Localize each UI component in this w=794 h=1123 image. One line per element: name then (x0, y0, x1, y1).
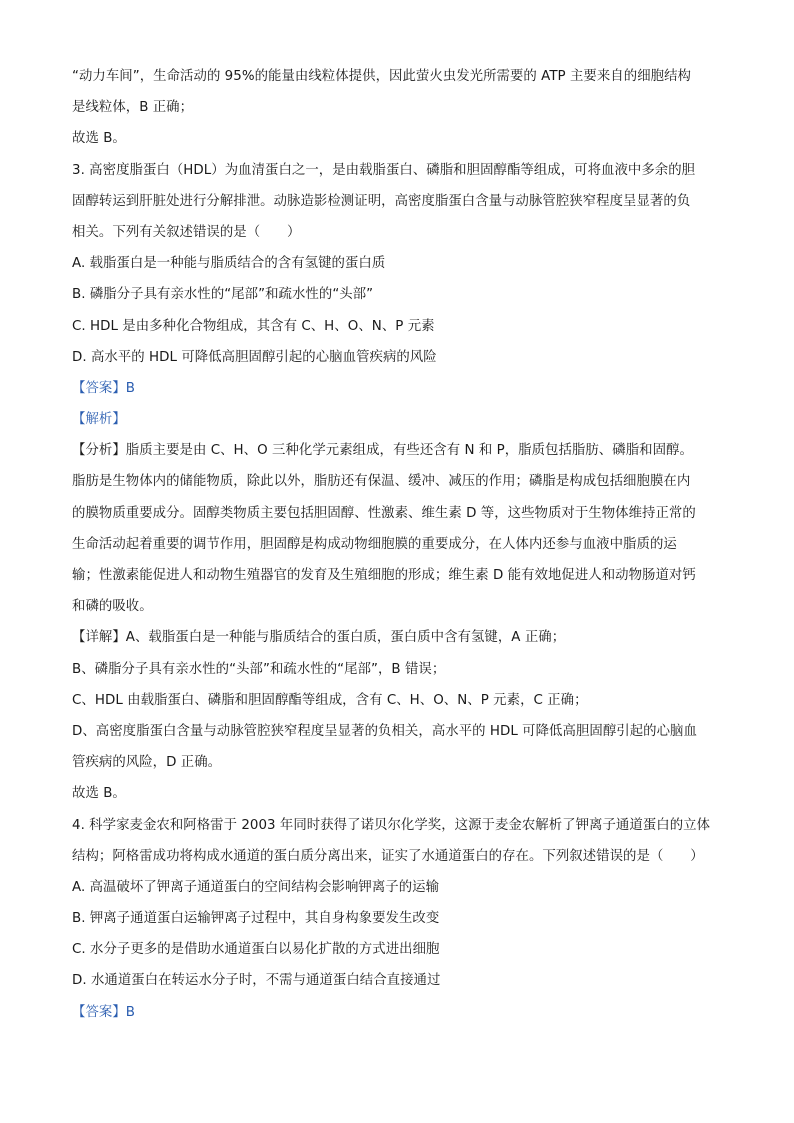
explanation-label: 【解析】 (72, 412, 126, 428)
analysis-paragraph: 脂肪是生物体内的储能物质，除此以外，脂肪还有保温、缓冲、减压的作用；磷脂是构成包括细胞膜在内 (72, 474, 691, 490)
text-line: “动力车间”，生命活动的 95%的能量由线粒体提供，因此萤火虫发光所需要的 ATP 主要来自的细胞结构 (72, 69, 691, 84)
question-3-option-b: B. 磷脂分子具有亲水性的“尾部”和疏水性的“头部” (72, 287, 374, 303)
detail-paragraph: C、HDL 由载脂蛋白、磷脂和胆固醇酯等组成，含有 C、H、O、N、P 元素，C 正确； (72, 692, 588, 708)
detail-paragraph: 【详解】A、载脂蛋白是一种能与脂质结合的蛋白质，蛋白质中含有氢键，A 正确； (72, 630, 566, 646)
question-4-option-c: C. 水分子更多的是借助水通道蛋白以易化扩散的方式进出细胞 (72, 942, 440, 958)
analysis-paragraph: 的膜物质重要成分。固醇类物质主要包括胆固醇、性激素、维生素 D 等，这些物质对于生物体维持正常的 (72, 505, 696, 521)
detail-paragraph: D、高密度脂蛋白含量与动脉管腔狭窄程度呈显著的负相关，高水平的 HDL 可降低高胆固醇引起的心脑血 (72, 723, 697, 739)
question-3-option-c: C. HDL 是由多种化合物组成，其含有 C、H、O、N、P 元素 (72, 318, 435, 334)
question-4-option-d: D. 水通道蛋白在转运水分子时，不需与通道蛋白结合直接通过 (72, 973, 441, 989)
analysis-paragraph: 生命活动起着重要的调节作用，胆固醇是构成动物细胞膜的重要成分，在人体内还参与血液中脂质的运 (72, 536, 677, 552)
analysis-paragraph: 【分析】脂质主要是由 C、H、O 三种化学元素组成，有些还含有 N 和 P，脂质包括脂肪、磷脂和固醇。 (72, 443, 693, 459)
question-3-stem: 固醇转运到肝脏处进行分解排泄。动脉造影检测证明，高密度脂蛋白含量与动脉管腔狭窄程度呈显著的负 (72, 193, 691, 209)
text-line: 故选 B。 (72, 131, 126, 147)
question-4-option-a: A. 高温破坏了钾离子通道蛋白的空间结构会影响钾离子的运输 (72, 879, 440, 895)
question-4-option-b: B. 钾离子通道蛋白运输钾离子过程中，其自身构象要发生改变 (72, 911, 440, 927)
question-3-option-d: D. 高水平的 HDL 可降低高胆固醇引起的心脑血管疾病的风险 (72, 349, 437, 365)
text-line: 故选 B。 (72, 786, 126, 802)
detail-paragraph: 管疾病的风险，D 正确。 (72, 755, 222, 771)
detail-paragraph: B、磷脂分子具有亲水性的“头部”和疏水性的“尾部”，B 错误； (72, 661, 446, 677)
text-line: 是线粒体，B 正确； (72, 100, 194, 116)
question-3-stem: 相关。下列有关叙述错误的是（ ） (72, 224, 301, 240)
question-3-stem: 3. 高密度脂蛋白（HDL）为血清蛋白之一，是由载脂蛋白、磷脂和胆固醇酯等组成，可将血液中多余的胆 (72, 162, 696, 178)
analysis-paragraph: 输；性激素能促进人和动物生殖器官的发育及生殖细胞的形成；维生素 D 能有效地促进人和动物肠道对钙 (72, 568, 696, 583)
answer-label: 【答案】B (72, 1004, 135, 1020)
question-4-stem: 4. 科学家麦金农和阿格雷于 2003 年同时获得了诺贝尔化学奖，这源于麦金农解析了钾离子通道蛋白的立体 (72, 817, 711, 833)
answer-label: 【答案】B (72, 380, 135, 396)
question-4-stem: 结构；阿格雷成功将构成水通道的蛋白质分离出来，证实了水通道蛋白的存在。下列叙述错误的是（ ） (72, 848, 704, 864)
question-3-option-a: A. 载脂蛋白是一种能与脂质结合的含有氢键的蛋白质 (72, 256, 386, 272)
analysis-paragraph: 和磷的吸收。 (72, 599, 153, 615)
document-body (72, 61, 724, 1028)
